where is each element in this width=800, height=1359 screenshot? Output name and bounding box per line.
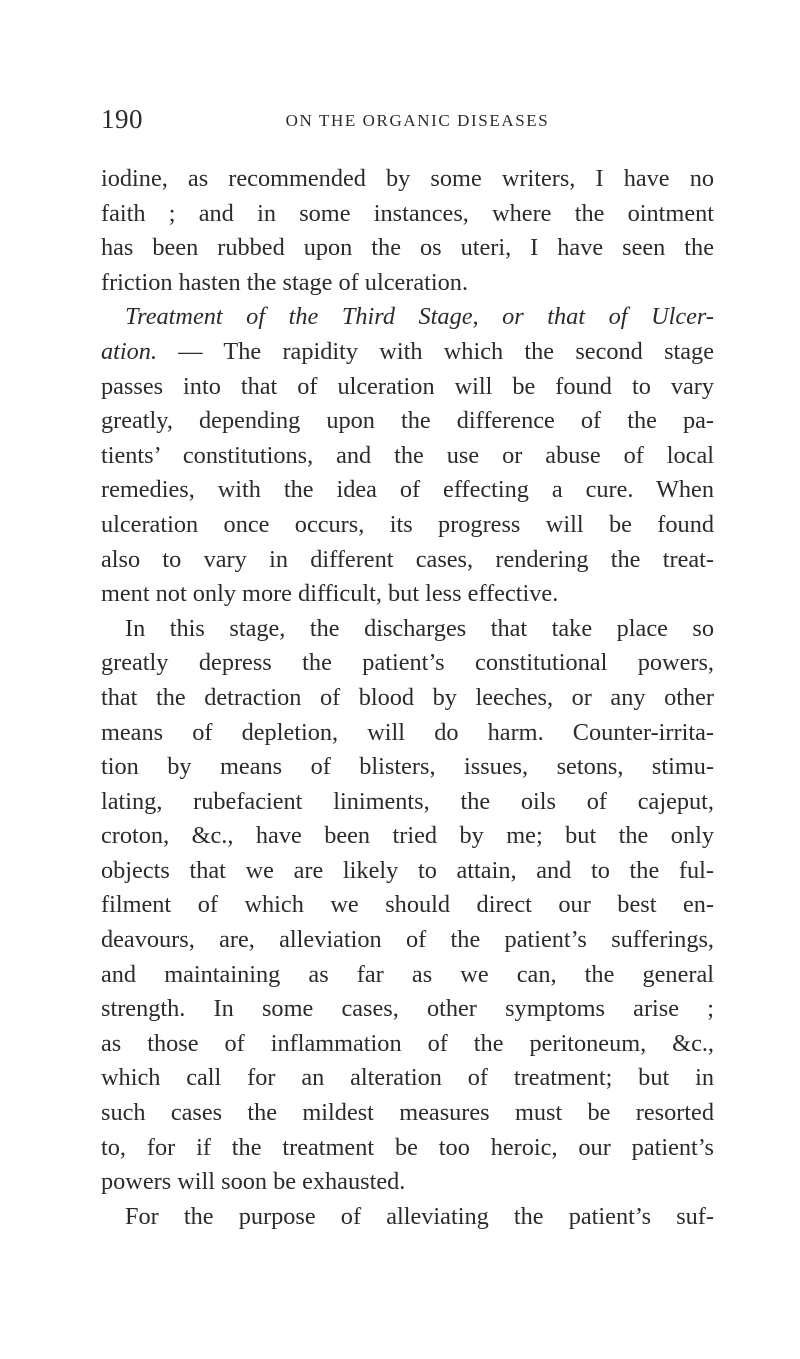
line-text: ulceration once occurs, its progress will be found	[101, 510, 714, 538]
text-line	[101, 300, 714, 335]
text-line	[101, 1200, 714, 1235]
running-head: ON THE ORGANIC DISEASES	[285, 111, 550, 130]
text-line	[101, 439, 714, 474]
text-line	[101, 854, 714, 889]
line-text: greatly, depending upon the difference of the pa-	[101, 407, 714, 435]
text-line	[101, 335, 714, 370]
line-text: friction hasten the stage of ulceration.	[101, 268, 469, 296]
line-text: For the purpose of alleviating the patient’s suf-	[125, 1202, 714, 1230]
line-text: as those of inflammation of the peritoneum, &c.,	[101, 1029, 714, 1057]
text-line	[101, 1096, 714, 1131]
line-text: has been rubbed upon the os uteri, I have seen the	[101, 234, 714, 262]
text-line	[101, 404, 714, 439]
text-line	[101, 266, 714, 301]
text-line	[101, 716, 714, 751]
line-text: deavours, are, alleviation of the patient’s sufferings,	[101, 926, 714, 954]
line-text: In this stage, the discharges that take place so	[125, 614, 714, 642]
page-number: 190	[101, 104, 143, 134]
line-text: which call for an alteration of treatment; but in	[101, 1064, 714, 1092]
text-line	[101, 888, 714, 923]
text-line	[101, 162, 714, 197]
line-text: such cases the mildest measures must be resorted	[101, 1099, 714, 1127]
line-text: — The rapidity with which the second stage	[157, 337, 714, 365]
text-line	[101, 1061, 714, 1096]
page-header	[101, 104, 714, 144]
line-text: filment of which we should direct our best en-	[101, 891, 714, 919]
text-line	[101, 958, 714, 993]
text-line	[101, 473, 714, 508]
line-text: objects that we are likely to attain, and to the ful-	[101, 856, 714, 884]
italic-heading: Treatment of the Third Stage, or that of Ulcer-	[125, 303, 714, 331]
line-text: lating, rubefacient liniments, the oils of cajeput,	[101, 787, 714, 815]
text-line	[101, 923, 714, 958]
text-line	[101, 1165, 714, 1200]
line-text: faith ; and in some instances, where the ointment	[101, 199, 714, 227]
text-line	[101, 370, 714, 405]
line-text: and maintaining as far as we can, the general	[101, 960, 714, 988]
line-text: ment not only more difficult, but less effective.	[101, 580, 559, 608]
italic-heading: ation.	[101, 337, 158, 365]
text-line	[101, 612, 714, 647]
line-text: passes into that of ulceration will be found to vary	[101, 372, 714, 400]
text-line	[101, 681, 714, 716]
text-line	[101, 819, 714, 854]
line-text: remedies, with the idea of effecting a cure. When	[101, 476, 714, 504]
body-text	[101, 162, 714, 1234]
text-line	[101, 508, 714, 543]
text-line	[101, 750, 714, 785]
text-line	[101, 646, 714, 681]
text-line	[101, 992, 714, 1027]
text-line	[101, 785, 714, 820]
line-text: powers will soon be exhausted.	[101, 1168, 406, 1196]
line-text: croton, &c., have been tried by me; but the only	[101, 822, 714, 850]
line-text: greatly depress the patient’s constitutional powers,	[101, 649, 714, 677]
text-line	[101, 1027, 714, 1062]
line-text: also to vary in different cases, rendering the treat-	[101, 545, 714, 573]
line-text: strength. In some cases, other symptoms arise ;	[101, 995, 714, 1023]
text-line	[101, 577, 714, 612]
text-line	[101, 231, 714, 266]
line-text: to, for if the treatment be too heroic, our patient’s	[101, 1133, 714, 1161]
line-text: that the detraction of blood by leeches, or any other	[101, 683, 714, 711]
text-line	[101, 197, 714, 232]
line-text: tion by means of blisters, issues, setons, stimu-	[101, 753, 714, 781]
text-line	[101, 543, 714, 578]
text-line	[101, 1131, 714, 1166]
line-text: means of depletion, will do harm. Counter-irrita-	[101, 718, 714, 746]
line-text: iodine, as recommended by some writers, I have no	[101, 165, 714, 192]
line-text: tients’ constitutions, and the use or abuse of local	[101, 441, 714, 469]
